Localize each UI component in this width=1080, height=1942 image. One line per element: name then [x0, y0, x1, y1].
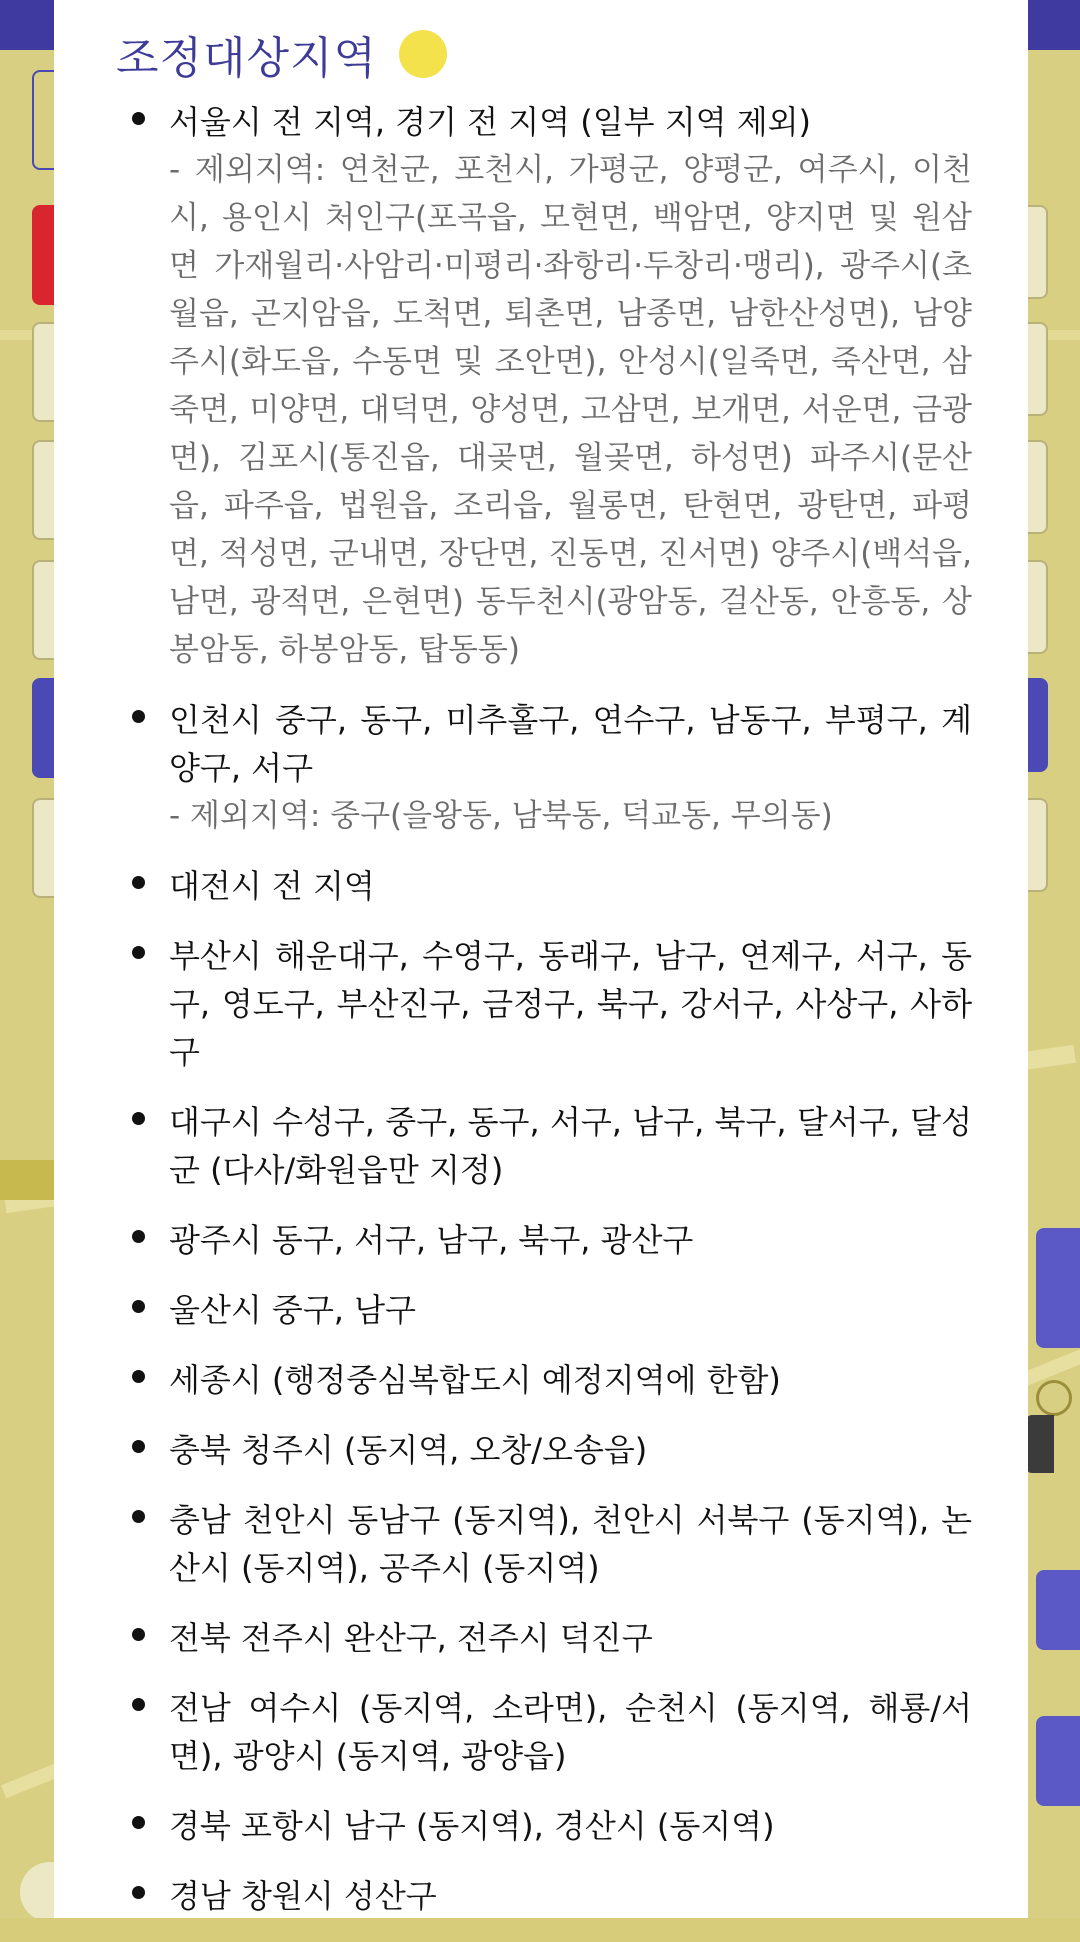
- excluded-area-note: - 제외지역: 중구(을왕동, 남북동, 덕교동, 무의동): [169, 798, 833, 834]
- region-text: 대전시 전 지역: [169, 867, 375, 905]
- bullet-icon: [132, 876, 145, 889]
- region-text: 울산시 중구, 남구: [169, 1291, 416, 1329]
- bullet-icon: [132, 1370, 145, 1383]
- bullet-icon: [132, 946, 145, 959]
- region-item: [54, 1098, 1028, 1194]
- region-item: [54, 1614, 1028, 1662]
- region-item: [54, 1216, 1028, 1264]
- popup-header: [116, 22, 447, 86]
- region-text: 전남 여수시 (동지역, 소라면), 순천시 (동지역, 해룡/서면), 광양시 (동지역, 광양읍): [169, 1689, 972, 1775]
- region-item: [54, 1356, 1028, 1404]
- bullet-icon: [132, 1698, 145, 1711]
- region-text: 부산시 해운대구, 수영구, 동래구, 남구, 연제구, 서구, 동구, 영도구, 부산진구, 금정구, 북구, 강서구, 사상구, 사하구: [169, 937, 972, 1071]
- region-text: 광주시 동구, 서구, 남구, 북구, 광산구: [169, 1221, 694, 1259]
- map-area: [0, 1160, 60, 1200]
- bullet-icon: [132, 1440, 145, 1453]
- bullet-icon: [132, 1628, 145, 1641]
- regulated-area-popup: [54, 0, 1028, 1918]
- popup-title: 조정대상지역: [116, 33, 378, 84]
- region-text: 충남 천안시 동남구 (동지역), 천안시 서북구 (동지역), 논산시 (동지역), 공주시 (동지역): [169, 1501, 972, 1587]
- bullet-icon: [132, 1510, 145, 1523]
- region-text: 전북 전주시 완산구, 전주시 덕진구: [169, 1619, 653, 1657]
- region-item: [54, 696, 1028, 840]
- bullet-icon: [132, 1112, 145, 1125]
- home-icon: [1036, 1380, 1072, 1416]
- region-text: 경북 포항시 남구 (동지역), 경산시 (동지역): [169, 1807, 775, 1845]
- map-tooltip: [1026, 1415, 1054, 1473]
- price-marker[interactable]: [1036, 1716, 1080, 1806]
- region-item: [54, 1426, 1028, 1474]
- bullet-icon: [132, 1300, 145, 1313]
- region-text: 대구시 수성구, 중구, 동구, 서구, 남구, 북구, 달서구, 달성군 (다사/화원읍만 지정): [169, 1103, 972, 1189]
- region-item: [54, 1872, 1028, 1920]
- region-text: 충북 청주시 (동지역, 오창/오송읍): [169, 1431, 648, 1469]
- bullet-icon: [132, 710, 145, 723]
- region-item: [54, 862, 1028, 910]
- region-text: 서울시 전 지역, 경기 전 지역 (일부 지역 제외): [169, 103, 812, 141]
- region-text: 인천시 중구, 동구, 미추홀구, 연수구, 남동구, 부평구, 계양구, 서구: [169, 701, 972, 787]
- region-item: [54, 932, 1028, 1076]
- bullet-icon: [132, 1230, 145, 1243]
- excluded-area-note: - 제외지역: 연천군, 포천시, 가평군, 양평군, 여주시, 이천시, 용인시 처인구(포곡읍, 모현면, 백암면, 양지면 및 원삼면 가재월리·사암리·미평리·좌항리·두창리·맹리), 광주시(초월읍, 곤지암읍, 도척면, 퇴촌면, 남종면, 남한산성면), 남양주시(화도읍, 수동면 및 조안면), 안성시(일죽면, 죽산면, 삼죽면, 미양면, 대덕면, 양성면, 고삼면, 보개면, 서운면, 금광면), 김포시(통진읍, 대곶면, 월곶면, 하성면) 파주시(문산읍, 파주읍, 법원읍, 조리읍, 월롱면, 탄현면, 광탄면, 파평면, 적성면, 군내면, 장단면, 진동면, 진서면) 양주시(백석읍, 남면, 광적면, 은현면) 동두천시(광암동, 걸산동, 안흥동, 상봉암동, 하봉암동, 탑동동): [169, 152, 972, 668]
- region-item: [54, 1802, 1028, 1850]
- bullet-icon: [132, 1816, 145, 1829]
- yellow-dot-icon: [399, 30, 447, 78]
- region-item: [54, 98, 1028, 674]
- region-list: [54, 98, 1028, 1942]
- region-item: [54, 1684, 1028, 1780]
- bullet-icon: [132, 112, 145, 125]
- region-text: 세종시 (행정중심복합도시 예정지역에 한함): [169, 1361, 781, 1399]
- region-text: 경남 창원시 성산구: [169, 1877, 437, 1915]
- region-item: [54, 1496, 1028, 1592]
- bullet-icon: [132, 1886, 145, 1899]
- price-marker[interactable]: [1036, 1228, 1080, 1348]
- price-marker[interactable]: [1036, 1570, 1080, 1650]
- region-item: [54, 1286, 1028, 1334]
